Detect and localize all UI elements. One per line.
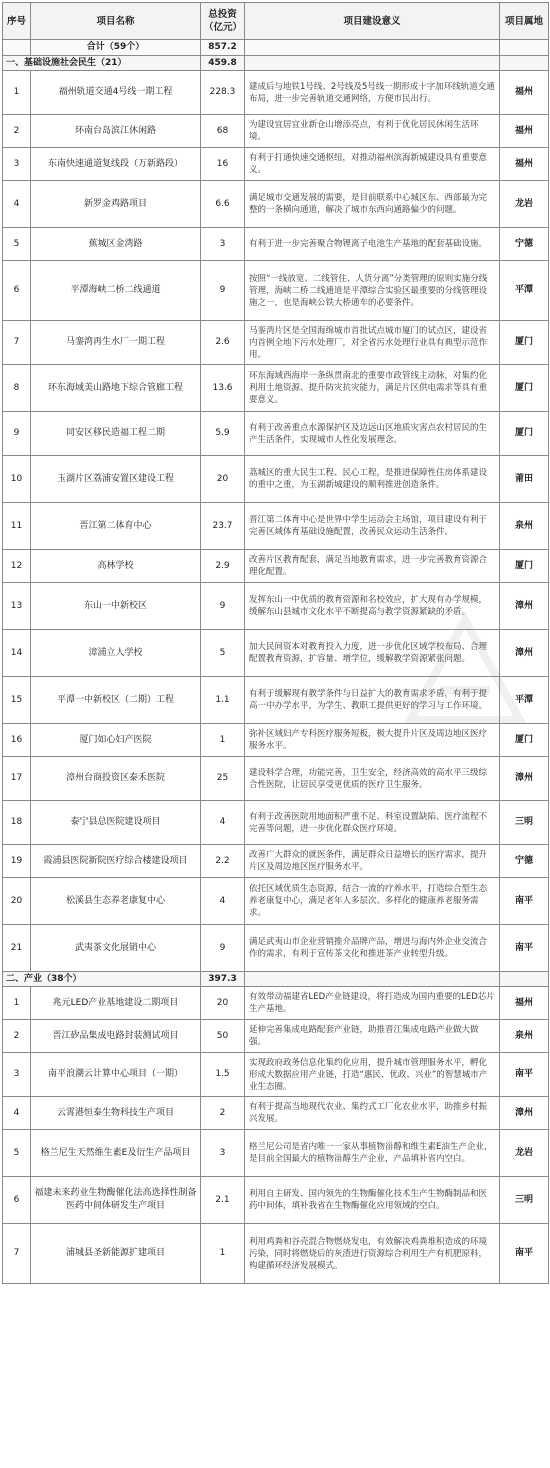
project-location: 南平 — [500, 925, 549, 972]
investment-value: 2.6 — [201, 321, 245, 365]
investment-value: 5 — [201, 630, 245, 677]
project-location: 南平 — [500, 1224, 549, 1284]
table-row — [3, 1130, 549, 1177]
investment-value: 2.9 — [201, 550, 245, 583]
project-significance: 有利于打通快速交通枢纽，对推动福州滨海新城建设具有重要意义。 — [245, 148, 500, 181]
header-investment: 总投资 （亿元） — [201, 3, 245, 40]
project-significance: 延伸完善集成电路配套产业链，助推晋江集成电路产业做大做强。 — [245, 1020, 500, 1053]
project-significance: 弥补区域妇产专科医疗服务短板，极大提升片区及周边地区医疗服务水平。 — [245, 724, 500, 757]
project-significance: 建设科学合理，功能完善，卫生安全，经济高效的高水平三级综合性医院，让居民享受更优质的医疗卫生服务。 — [245, 757, 500, 801]
project-name: 环南台岛滨江休闲路 — [31, 115, 201, 148]
project-location: 福州 — [500, 115, 549, 148]
section-title: 二、产业（38个） — [3, 972, 201, 987]
project-significance: 有效带动福建省LED产业链建设，将打造成为国内重要的LED芯片生产基地。 — [245, 987, 500, 1020]
table-row — [3, 321, 549, 365]
project-significance: 为建设宜居宜业新仓山增添亮点，有利于优化居民休闲生活环境。 — [245, 115, 500, 148]
project-significance: 有利于缓解现有教学条件与日益扩大的教育需求矛盾，有利于提高一中办学水平，为学生、教职工提供更好的学习与工作环境。 — [245, 677, 500, 724]
project-significance: 格兰尼公司是省内唯一一家从事植物甾醇和维生素E油生产企业，是目前全国最大的植物甾醇生产企业，产品填补省内空白。 — [245, 1130, 500, 1177]
total-row — [3, 40, 549, 56]
project-significance: 发挥东山一中优质的教育资源和名校效应，扩大现有办学规模，缓解东山县城市文化水平不断提高与教学资源紧缺的矛盾。 — [245, 583, 500, 630]
project-location: 漳州 — [500, 757, 549, 801]
table-row — [3, 925, 549, 972]
project-significance: 依托区域优质生态资源，结合一流的疗养水平，打造综合型生态养老康复中心，满足老年人多层次、多样化的健康养老服务需求。 — [245, 878, 500, 925]
investment-value: 4 — [201, 801, 245, 845]
table-row — [3, 845, 549, 878]
project-name: 蕉城区金湾路 — [31, 228, 201, 261]
table-row — [3, 801, 549, 845]
project-location: 漳州 — [500, 630, 549, 677]
row-number: 16 — [3, 724, 31, 757]
row-number: 19 — [3, 845, 31, 878]
project-location: 泉州 — [500, 503, 549, 550]
investment-value: 20 — [201, 456, 245, 503]
table-row — [3, 181, 549, 228]
project-significance: 加大民间资本对教育投入力度，进一步优化区域学校布局、合理配置教育资源，扩容量、增学位，缓解教学资源紧张问题。 — [245, 630, 500, 677]
project-location: 厦门 — [500, 321, 549, 365]
project-name: 晋江矽品集成电路封装测试项目 — [31, 1020, 201, 1053]
project-name: 漳浦立人学校 — [31, 630, 201, 677]
row-number: 8 — [3, 365, 31, 412]
project-significance: 环东海域西海岸一条纵贯南北的重要市政管线主动脉，对集约化利用土地资源、提升防灾抗灾能力，满足片区供电需求等具有重要意义。 — [245, 365, 500, 412]
row-number: 12 — [3, 550, 31, 583]
project-name: 平潭一中新校区（二期）工程 — [31, 677, 201, 724]
investment-value: 1 — [201, 724, 245, 757]
row-number: 1 — [3, 71, 31, 115]
project-location: 龙岩 — [500, 1130, 549, 1177]
project-location: 福州 — [500, 148, 549, 181]
table-row — [3, 1020, 549, 1053]
investment-value: 3 — [201, 228, 245, 261]
project-location: 莆田 — [500, 456, 549, 503]
project-name: 马銮湾再生水厂一期工程 — [31, 321, 201, 365]
row-number: 11 — [3, 503, 31, 550]
row-number: 17 — [3, 757, 31, 801]
total-value: 857.2 — [201, 40, 245, 56]
table-row — [3, 365, 549, 412]
row-number: 3 — [3, 1053, 31, 1097]
project-name: 泰宁县总医院建设项目 — [31, 801, 201, 845]
investment-value: 3 — [201, 1130, 245, 1177]
table-row — [3, 412, 549, 456]
row-number: 1 — [3, 987, 31, 1020]
project-location: 南平 — [500, 1053, 549, 1097]
header-significance: 项目建设意义 — [245, 3, 500, 40]
table-row — [3, 677, 549, 724]
table-row — [3, 148, 549, 181]
project-location: 龙岩 — [500, 181, 549, 228]
row-number: 5 — [3, 1130, 31, 1177]
project-significance: 满足武夷山市企业营销推介品牌产品，增进与海内外企业交流合作的需求，有利于宣传茶文化和推进茶产业转型升级。 — [245, 925, 500, 972]
investment-value: 20 — [201, 987, 245, 1020]
project-name: 南平浪潮云计算中心项目（一期） — [31, 1053, 201, 1097]
investment-value: 2 — [201, 1097, 245, 1130]
section-value: 459.8 — [201, 56, 245, 71]
project-location: 平潭 — [500, 677, 549, 724]
section-title: 一、基础设施社会民生（21） — [3, 56, 201, 71]
investment-value: 9 — [201, 925, 245, 972]
project-significance: 实现政府政务信息化集约化应用，提升城市管理服务水平，孵化形成大数据应用产业链，打造“惠民、优政、兴业”的智慧城市产业生态圈。 — [245, 1053, 500, 1097]
investment-value: 1 — [201, 1224, 245, 1284]
table-header-row — [3, 3, 549, 40]
table-row — [3, 757, 549, 801]
project-name: 兆元LED产业基地建设二期项目 — [31, 987, 201, 1020]
project-name: 霞浦县医院新院医疗综合楼建设项目 — [31, 845, 201, 878]
section-row — [3, 972, 549, 987]
project-name: 厦门如心妇产医院 — [31, 724, 201, 757]
project-name: 同安区移民造福工程二期 — [31, 412, 201, 456]
project-significance: 按照“一线放宽、二线管住、人货分离”分类管理的原则实施分线管理，海峡二桥二线通道是平潭综合实验区最重要的分线管理设施之一，也是海峡公铁大桥通车的必要条件。 — [245, 261, 500, 321]
investment-value: 1.1 — [201, 677, 245, 724]
project-name: 高林学校 — [31, 550, 201, 583]
investment-value: 2.1 — [201, 1177, 245, 1224]
row-number: 18 — [3, 801, 31, 845]
row-number: 4 — [3, 181, 31, 228]
investment-value: 23.7 — [201, 503, 245, 550]
project-location: 平潭 — [500, 261, 549, 321]
project-name: 东山一中新校区 — [31, 583, 201, 630]
project-name: 武夷茶文化展销中心 — [31, 925, 201, 972]
table-row — [3, 630, 549, 677]
project-name: 漳州台商投资区泰禾医院 — [31, 757, 201, 801]
row-number: 6 — [3, 261, 31, 321]
row-number: 3 — [3, 148, 31, 181]
header-name: 项目名称 — [31, 3, 201, 40]
table-row — [3, 724, 549, 757]
table-row — [3, 583, 549, 630]
table-row — [3, 987, 549, 1020]
project-significance: 马銮湾片区是全国海绵城市首批试点城市厦门的试点区，建设省内首例全地下污水处理厂，对全省污水处理行业具有典型示范作用。 — [245, 321, 500, 365]
project-location: 三明 — [500, 801, 549, 845]
table-row — [3, 228, 549, 261]
table-row — [3, 1053, 549, 1097]
row-number: 2 — [3, 1020, 31, 1053]
row-number: 5 — [3, 228, 31, 261]
project-location: 宁德 — [500, 845, 549, 878]
row-number: 15 — [3, 677, 31, 724]
project-name: 环东海域美山路地下综合管廊工程 — [31, 365, 201, 412]
project-location: 厦门 — [500, 724, 549, 757]
header-no: 序号 — [3, 3, 31, 40]
project-significance: 利用自主研发、国内领先的生物酶催化技术生产生物酶制品和医药中间体，填补我省在生物酶催化应用领域的空白。 — [245, 1177, 500, 1224]
table-row — [3, 1097, 549, 1130]
investment-value: 4 — [201, 878, 245, 925]
project-location: 南平 — [500, 878, 549, 925]
row-number: 7 — [3, 1224, 31, 1284]
total-label: 合计（59个） — [31, 40, 201, 56]
project-name: 福州轨道交通4号线一期工程 — [31, 71, 201, 115]
project-significance: 有利于进一步完善聚合物锂离子电池生产基地的配套基础设施。 — [245, 228, 500, 261]
investment-value: 68 — [201, 115, 245, 148]
project-location: 三明 — [500, 1177, 549, 1224]
project-name: 浦城县圣新能源扩建项目 — [31, 1224, 201, 1284]
header-location: 项目属地 — [500, 3, 549, 40]
project-significance: 利用鸡粪和谷壳混合物燃烧发电，有效解决鸡粪堆积造成的环境污染，同时将燃烧后的灰渣进行资源综合利用生产有机肥原料，构建循环经济发展模式。 — [245, 1224, 500, 1284]
table-row — [3, 1224, 549, 1284]
project-name: 新罗金鸡路项目 — [31, 181, 201, 228]
investment-value: 50 — [201, 1020, 245, 1053]
project-location: 福州 — [500, 71, 549, 115]
project-location: 福州 — [500, 987, 549, 1020]
row-number: 2 — [3, 115, 31, 148]
investment-value: 228.3 — [201, 71, 245, 115]
table-row — [3, 503, 549, 550]
project-significance: 有利于改善重点水源保护区及边远山区地质灾害点农村居民的生产生活条件，实现城市人性化发展理念。 — [245, 412, 500, 456]
table-row — [3, 1177, 549, 1224]
table-row — [3, 550, 549, 583]
project-location: 厦门 — [500, 412, 549, 456]
project-name: 格兰尼生天然维生素E及衍生产品项目 — [31, 1130, 201, 1177]
project-name: 福建未来药业生物酶催化法高选择性制备医药中间体研发生产项目 — [31, 1177, 201, 1224]
table-row — [3, 456, 549, 503]
project-location: 漳州 — [500, 1097, 549, 1130]
project-significance: 改善广大群众的就医条件，满足群众日益增长的医疗需求，提升片区及周边地区医疗服务水平。 — [245, 845, 500, 878]
project-name: 东南快速通道复线段（万新路段） — [31, 148, 201, 181]
project-significance: 改善片区教育配套，满足当地教育需求，进一步完善教育资源合理化配置。 — [245, 550, 500, 583]
row-number: 10 — [3, 456, 31, 503]
project-significance: 建成后与地铁1号线、2号线及5号线一期形成十字加环线轨道交通布局，进一步完善轨道交通网络，方便市民出行。 — [245, 71, 500, 115]
project-location: 漳州 — [500, 583, 549, 630]
investment-value: 1.5 — [201, 1053, 245, 1097]
section-row — [3, 56, 549, 71]
table-row — [3, 261, 549, 321]
project-location: 厦门 — [500, 550, 549, 583]
row-number: 6 — [3, 1177, 31, 1224]
row-number: 20 — [3, 878, 31, 925]
project-name: 云霄港恒泰生物科技生产项目 — [31, 1097, 201, 1130]
table-row — [3, 71, 549, 115]
row-number: 21 — [3, 925, 31, 972]
table-body — [3, 40, 549, 1284]
project-location: 宁德 — [500, 228, 549, 261]
investment-value: 9 — [201, 261, 245, 321]
project-name: 玉湖片区荔浦安置区建设工程 — [31, 456, 201, 503]
investment-value: 25 — [201, 757, 245, 801]
project-significance: 晋江第二体育中心是世界中学生运动会主场馆，项目建设有利于完善区域体育基础设施配置，改善民众运动生活条件。 — [245, 503, 500, 550]
investment-value: 2.2 — [201, 845, 245, 878]
project-significance: 满足城市交通发展的需要，是目前联系中心城区东、西部最为完整的一条横向通道，解决了城市东西向通路偏少的问题。 — [245, 181, 500, 228]
project-location: 厦门 — [500, 365, 549, 412]
project-significance: 有利于改善医院用地面积严重不足、科室设置缺陷、医疗流程不完善等问题，进一步优化群众医疗环境。 — [245, 801, 500, 845]
project-significance: 荔城区的重大民生工程、民心工程，是推进保障性住房体系建设的重中之重，为玉湖新城建设的顺利推进创造条件。 — [245, 456, 500, 503]
section-value: 397.3 — [201, 972, 245, 987]
row-number: 9 — [3, 412, 31, 456]
row-number: 14 — [3, 630, 31, 677]
project-name: 平潭海峡二桥二线通道 — [31, 261, 201, 321]
investment-value: 16 — [201, 148, 245, 181]
project-table — [2, 2, 549, 1284]
row-number: 13 — [3, 583, 31, 630]
project-significance: 有利于提高当地现代农业、集约式工厂化农业水平，助推乡村振兴发展。 — [245, 1097, 500, 1130]
project-name: 松溪县生态养老康复中心 — [31, 878, 201, 925]
investment-value: 6.6 — [201, 181, 245, 228]
row-number: 4 — [3, 1097, 31, 1130]
investment-value: 9 — [201, 583, 245, 630]
project-location: 泉州 — [500, 1020, 549, 1053]
investment-value: 5.9 — [201, 412, 245, 456]
table-row — [3, 878, 549, 925]
row-number: 7 — [3, 321, 31, 365]
investment-value: 13.6 — [201, 365, 245, 412]
table-row — [3, 115, 549, 148]
project-name: 晋江第二体育中心 — [31, 503, 201, 550]
